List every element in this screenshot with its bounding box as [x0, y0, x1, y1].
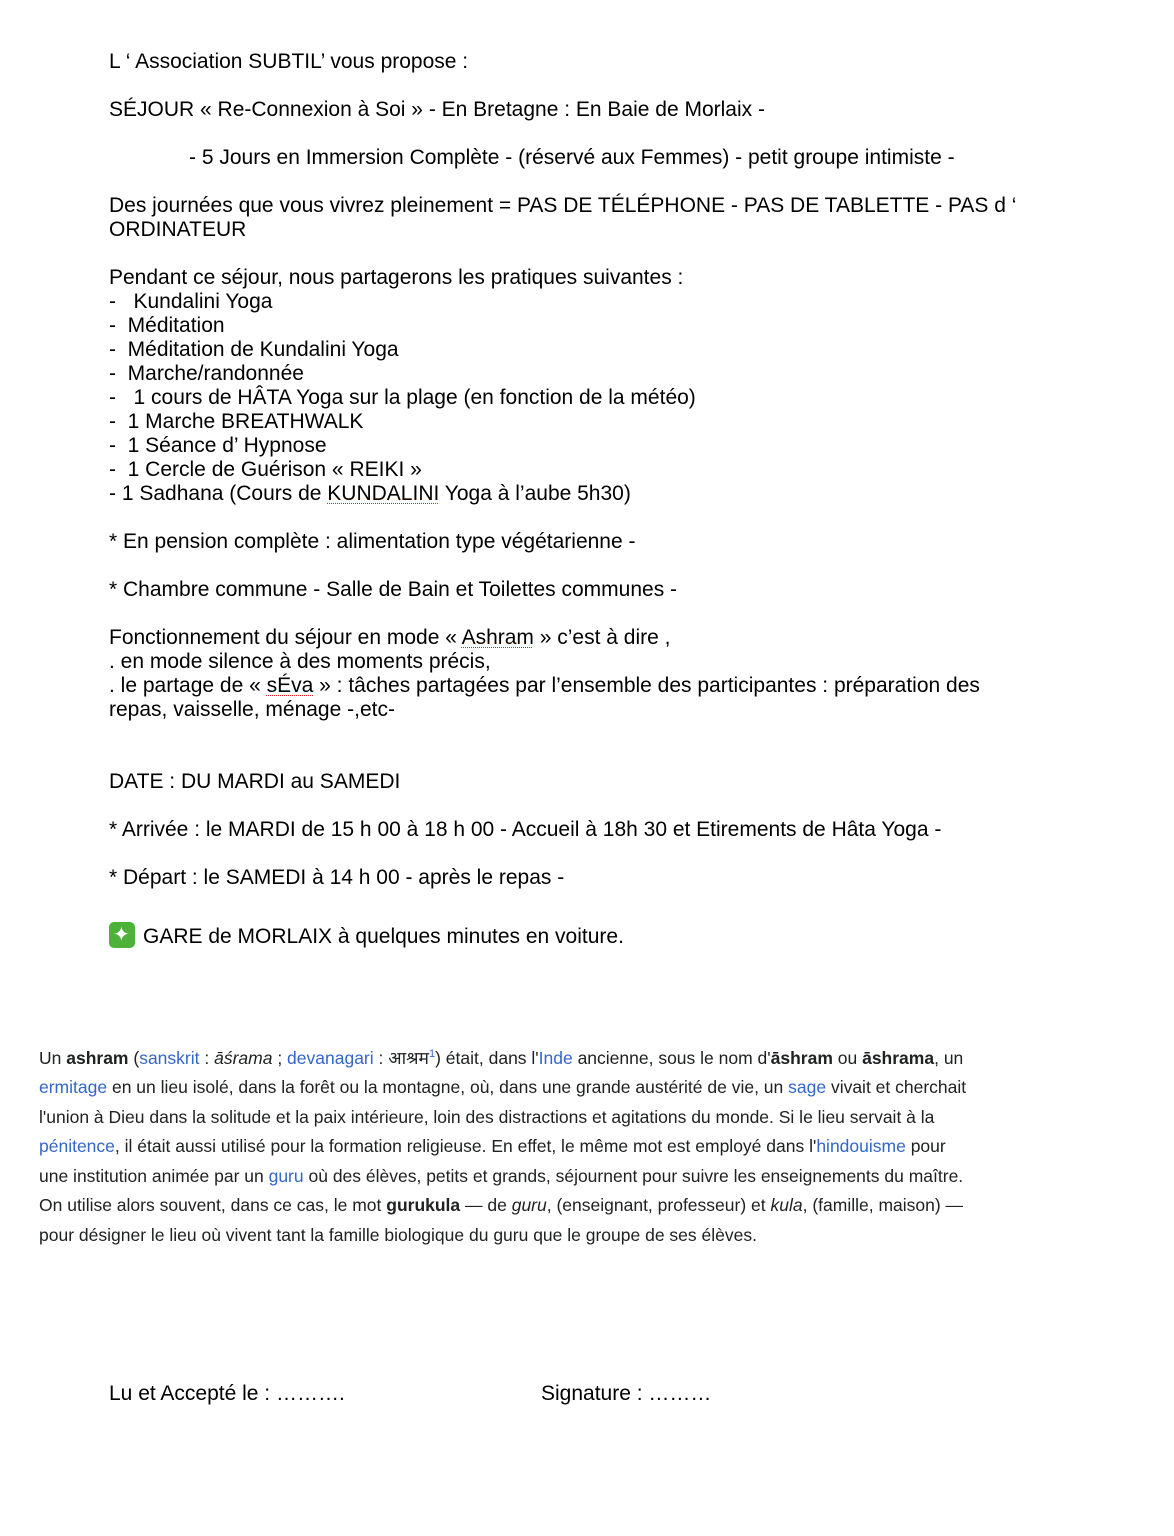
list-item: - 1 Cercle de Guérison « REIKI » [109, 458, 422, 481]
immersion-line: - 5 Jours en Immersion Complète - (réservé aux Femmes) - petit groupe intimiste - [189, 146, 955, 169]
italic-term: guru [511, 1195, 547, 1216]
list-item: - Méditation [109, 314, 225, 337]
spellcheck-word: KUNDALINI [327, 482, 440, 505]
list-item: - Méditation de Kundalini Yoga [109, 338, 399, 361]
list-item: - 1 Séance d’ Hypnose [109, 434, 327, 457]
pratiques-title: Pendant ce séjour, nous partagerons les pratiques suivantes : [109, 266, 684, 289]
intro-line: L ‘ Association SUBTIL’ vous propose : [109, 50, 469, 73]
text: ; [272, 1047, 288, 1068]
text: - 1 Sadhana (Cours de [109, 482, 328, 505]
seva-line-2: repas, vaisselle, ménage -,etc- [109, 698, 395, 721]
text: en un lieu isolé, dans la forêt ou la montagne, où, dans une grande austérité de vie, un [107, 1077, 789, 1098]
spellcheck-word: sÉva [266, 674, 314, 697]
wiki-link[interactable]: Inde [538, 1047, 573, 1068]
date-line: DATE : DU MARDI au SAMEDI [109, 770, 401, 793]
wiki-link[interactable]: pénitence [39, 1136, 115, 1157]
silence-line: . en mode silence à des moments précis, [109, 650, 491, 673]
list-item: - 1 Marche BREATHWALK [109, 410, 364, 433]
text: ( [128, 1047, 140, 1068]
wiki-link[interactable]: hindouisme [816, 1136, 906, 1157]
text: ou [832, 1047, 863, 1068]
italic-term: kula [770, 1195, 803, 1216]
depart-line: * Départ : le SAMEDI à 14 h 00 - après le repas - [109, 866, 565, 889]
signature-field: Signature : ……… [541, 1382, 712, 1405]
arrivee-line: * Arrivée : le MARDI de 15 h 00 à 18 h 00 - Accueil à 18h 30 et Etirements de Hâta Yoga - [109, 818, 942, 841]
text: — de [460, 1195, 512, 1216]
text: : आश्रम [373, 1047, 429, 1068]
gare-text: GARE de MORLAIX à quelques minutes en voiture. [143, 925, 624, 948]
text: pour une institution animée par un [39, 1136, 946, 1186]
seva-line [109, 674, 980, 698]
text: Un [39, 1047, 67, 1068]
journees-line: Des journées que vous vivrez pleinement = PAS DE TÉLÉPHONE - PAS DE TABLETTE - PAS d ‘ [109, 194, 1017, 217]
list-item: - Kundalini Yoga [109, 290, 273, 313]
ashram-line [109, 626, 670, 650]
chambre-line: * Chambre commune - Salle de Bain et Toilettes communes - [109, 578, 678, 601]
ashram-definition-paragraph [39, 1040, 969, 1250]
gare-line [109, 922, 624, 949]
text: ancienne, sous le nom d' [572, 1047, 771, 1068]
text: , il était aussi utilisé pour la formation religieuse. En effet, le même mot est employé dans l' [114, 1136, 817, 1157]
pension-line: * En pension complète : alimentation type végétarienne - [109, 530, 636, 553]
lu-accepte-field: Lu et Accepté le : ………. [109, 1382, 345, 1405]
text: où des élèves, petits et grands, séjournent pour suivre les enseignements du maître. On utilise alors souvent, dans ce cas, le mot [39, 1165, 964, 1216]
journees-line-2: ORDINATEUR [109, 218, 247, 241]
text: ) était, dans l' [435, 1047, 539, 1068]
text: Fonctionnement du séjour en mode « [109, 626, 462, 649]
text: , (famille, maison) — pour désigner le lieu où vivent tant la famille biologique du guru que le groupe de ses élèves. [39, 1195, 964, 1245]
wiki-link[interactable]: sanskrit [139, 1047, 200, 1068]
text: » : tâches partagées par l’ensemble des participantes : préparation des [313, 674, 980, 697]
footnote-ref[interactable]: 1 [428, 1048, 436, 1060]
text: Yoga à l’aube 5h30) [439, 482, 631, 505]
sparkle-icon [109, 922, 135, 948]
bold-term: āshrama [862, 1047, 935, 1068]
list-item: - 1 cours de HÂTA Yoga sur la plage (en fonction de la météo) [109, 386, 696, 409]
text: vivait et cherchait l'union à Dieu dans la solitude et la paix intérieure, loin des distractions et agitations du monde. Si le lieu servait à la [39, 1077, 967, 1127]
spellcheck-word: Ashram [461, 626, 534, 649]
wiki-link[interactable]: ermitage [39, 1077, 108, 1098]
wiki-link[interactable]: guru [268, 1165, 304, 1186]
text: : [199, 1047, 215, 1068]
list-item-sadhana [109, 482, 631, 506]
sejour-title: SÉJOUR « Re-Connexion à Soi » - En Bretagne : En Baie de Morlaix - [109, 98, 765, 121]
italic-term: āśrama [214, 1047, 273, 1068]
bold-term: gurukula [386, 1195, 461, 1216]
wiki-link[interactable]: devanagari [287, 1047, 374, 1068]
bold-term: ashram [66, 1047, 129, 1068]
text: » c’est à dire , [533, 626, 671, 649]
bold-term: āshram [770, 1047, 833, 1068]
list-item: - Marche/randonnée [109, 362, 304, 385]
wiki-link[interactable]: sage [788, 1077, 827, 1098]
text: , un [934, 1047, 964, 1068]
text: , (enseignant, professeur) et [546, 1195, 771, 1216]
text: . le partage de « [109, 674, 267, 697]
